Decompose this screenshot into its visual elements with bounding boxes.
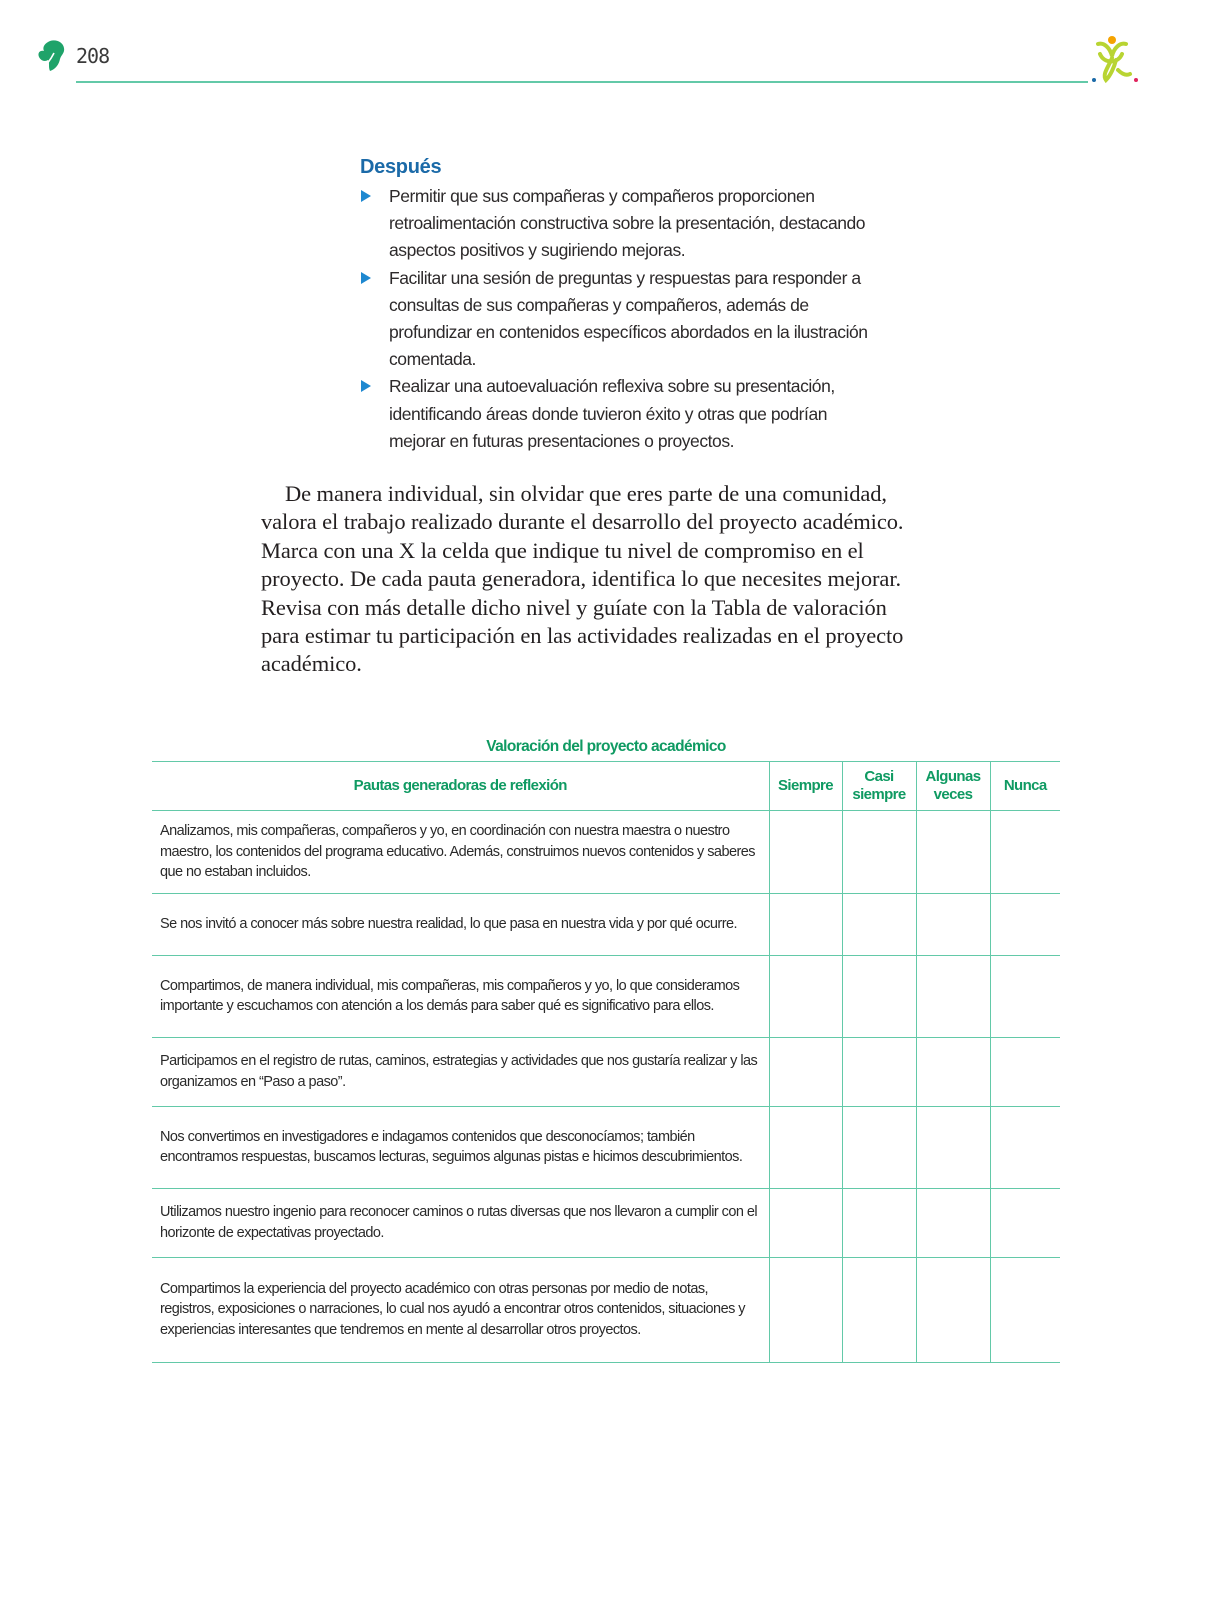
intro-paragraph: De manera individual, sin olvidar que eres parte de una comunidad, valora el trabajo realizado durante el desarrollo del proyecto académico. Marca con una X la celda que indique tu nivel de compromiso en el proyecto. De cada pauta generadora, identifica lo que necesites mejorar. Revisa con más detalle dicho nivel y guíate con la Tabla de valoración para estimar tu participación en las actividades realizadas en el proyecto académico. xyxy=(261,481,904,677)
criterion-cell: Analizamos, mis compañeras, compañeros y yo, en coordinación con nuestra maestra o nuestro maestro, los contenidos del programa educativo. Además, construimos nuevos contenidos y saberes que no estaban incluidos. xyxy=(152,811,769,894)
header-nunca: Nunca xyxy=(990,762,1060,811)
list-item-text: Realizar una autoevaluación reflexiva sobre su presentación, identificando áreas donde tuvieron éxito y otras que podrían mejorar en futuras presentaciones o proyectos. xyxy=(389,376,835,451)
after-section xyxy=(360,156,880,455)
table-row xyxy=(152,1106,1060,1188)
mark-cell-algunas-veces[interactable] xyxy=(916,1257,990,1362)
bullet-list xyxy=(360,183,880,455)
criterion-cell: Utilizamos nuestro ingenio para reconocer caminos o rutas diversas que nos llevaron a cumplir con el horizonte de expectativas proyectado. xyxy=(152,1188,769,1257)
criterion-cell: Compartimos la experiencia del proyecto académico con otras personas por medio de notas, registros, exposiciones o narraciones, lo cual nos ayudó a encontrar otros contenidos, situaciones y experiencias interesantes que tendremos en mente al desarrollar otros proyectos. xyxy=(152,1257,769,1362)
mark-cell-casi-siempre[interactable] xyxy=(842,1257,916,1362)
mark-cell-nunca[interactable] xyxy=(990,1106,1060,1188)
mark-cell-siempre[interactable] xyxy=(769,1257,842,1362)
mark-cell-casi-siempre[interactable] xyxy=(842,955,916,1037)
header-siempre: Siempre xyxy=(769,762,842,811)
mark-cell-nunca[interactable] xyxy=(990,1037,1060,1106)
mark-cell-siempre[interactable] xyxy=(769,811,842,894)
mark-cell-nunca[interactable] xyxy=(990,811,1060,894)
table-row xyxy=(152,1257,1060,1362)
mark-cell-algunas-veces[interactable] xyxy=(916,1037,990,1106)
mark-cell-casi-siempre[interactable] xyxy=(842,893,916,955)
mark-cell-casi-siempre[interactable] xyxy=(842,1037,916,1106)
table-header-row xyxy=(152,762,1060,811)
mark-cell-algunas-veces[interactable] xyxy=(916,1188,990,1257)
mark-cell-nunca[interactable] xyxy=(990,1257,1060,1362)
mark-cell-casi-siempre[interactable] xyxy=(842,1106,916,1188)
header-algunas-veces: Algunas veces xyxy=(916,762,990,811)
mark-cell-nunca[interactable] xyxy=(990,1188,1060,1257)
triangle-bullet-icon xyxy=(361,190,371,202)
mark-cell-casi-siempre[interactable] xyxy=(842,811,916,894)
mark-cell-siempre[interactable] xyxy=(769,1106,842,1188)
mark-cell-nunca[interactable] xyxy=(990,955,1060,1037)
criterion-cell: Se nos invitó a conocer más sobre nuestra realidad, lo que pasa en nuestra vida y por qué ocurre. xyxy=(152,893,769,955)
list-item xyxy=(360,265,880,374)
header-criteria: Pautas generadoras de reflexión xyxy=(152,762,769,811)
header-rule xyxy=(76,81,1088,83)
person-logo-icon xyxy=(1088,34,1140,86)
mark-cell-siempre[interactable] xyxy=(769,893,842,955)
leaf-icon xyxy=(36,39,66,73)
table-row xyxy=(152,955,1060,1037)
mark-cell-algunas-veces[interactable] xyxy=(916,955,990,1037)
criterion-cell: Compartimos, de manera individual, mis compañeras, mis compañeros y yo, lo que consideramos importante y escuchamos con atención a los demás para saber qué es significativo para ellos. xyxy=(152,955,769,1037)
table-row xyxy=(152,893,1060,955)
table-row xyxy=(152,1188,1060,1257)
header-casi-siempre: Casi siempre xyxy=(842,762,916,811)
triangle-bullet-icon xyxy=(361,380,371,392)
table-row xyxy=(152,811,1060,894)
page-number: 208 xyxy=(76,44,110,68)
mark-cell-nunca[interactable] xyxy=(990,893,1060,955)
triangle-bullet-icon xyxy=(361,272,371,284)
table-title: Valoración del proyecto académico xyxy=(486,738,726,755)
table-row xyxy=(152,1037,1060,1106)
mark-cell-siempre[interactable] xyxy=(769,955,842,1037)
criterion-cell: Participamos en el registro de rutas, caminos, estrategias y actividades que nos gustaría realizar y las organizamos en “Paso a paso”. xyxy=(152,1037,769,1106)
mark-cell-casi-siempre[interactable] xyxy=(842,1188,916,1257)
mark-cell-algunas-veces[interactable] xyxy=(916,893,990,955)
mark-cell-siempre[interactable] xyxy=(769,1188,842,1257)
list-item xyxy=(360,183,880,265)
mark-cell-algunas-veces[interactable] xyxy=(916,811,990,894)
evaluation-table xyxy=(152,761,1060,1363)
list-item-text: Permitir que sus compañeras y compañeros proporcionen retroalimentación constructiva sobre la presentación, destacando aspectos positivos y sugiriendo mejoras. xyxy=(389,186,866,261)
criterion-cell: Nos convertimos en investigadores e indagamos contenidos que desconocíamos; también encontramos respuestas, buscamos lecturas, seguimos algunas pistas e hicimos descubrimientos. xyxy=(152,1106,769,1188)
mark-cell-siempre[interactable] xyxy=(769,1037,842,1106)
section-title: Después xyxy=(360,156,442,178)
list-item-text: Facilitar una sesión de preguntas y respuestas para responder a consultas de sus compañeras y compañeros, además de profundizar en contenidos específicos abordados en la ilustración comentada. xyxy=(389,267,868,370)
mark-cell-algunas-veces[interactable] xyxy=(916,1106,990,1188)
list-item xyxy=(360,373,880,455)
